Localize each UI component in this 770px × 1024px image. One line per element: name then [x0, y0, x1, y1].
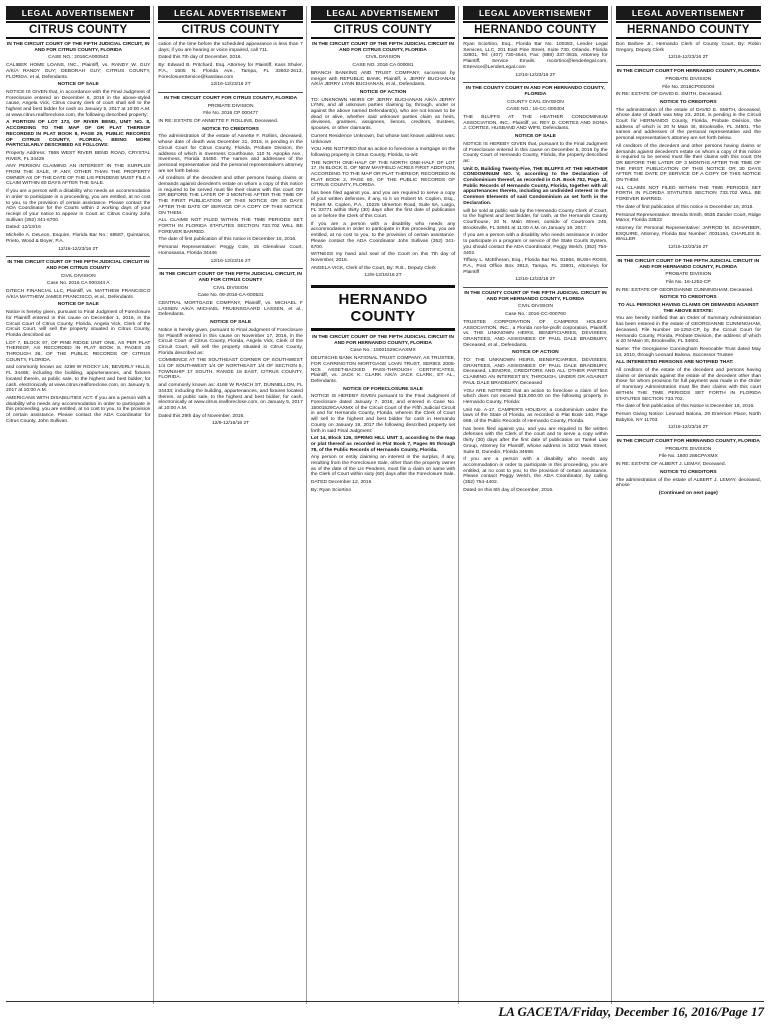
case-number: CASE NO. 2016 CA 000081 [352, 63, 414, 69]
notice-body: NOTICE IS GIVEN that, in accordance with the Final Judgment of Foreclosure entered on December 6, 2016 in the above-styled cause, Angela Vick, Citrus county clerk of court shall sell to the highest and best bidder for cash on January 5, 2017 at 10:00 A.M. at www.citrus.realforeclose.com, the following described property: [6, 89, 151, 118]
attorney-block: Michelle A. DeLeon, Esquire, Florida Bar No.: 68587, Quintairos, Prieto, Wood & Boyer, P.A. [6, 233, 151, 244]
legal-description: Unit No. A-17, CAMPER'S HOLIDAY, a condominium under the laws of the State of Florida, as recorded in Plat Book 140, Page 669, of the Public Records of Hernando County, Florida. [463, 407, 608, 425]
attorney-block: By: Edward B. Pritchard, Esq. Attorney for Plaintiff, Kass Shuler, P.A., 1505 N. Florida Ave., Tampa, FL 33602-2613, ForeclosureService@kasslaw.com [158, 63, 303, 80]
probate-notice [616, 259, 761, 431]
division: PROBATE DIVISION [665, 446, 712, 452]
notice-body: YOU ARE NOTIFIED that an action to foreclose a mortgage on the following property in Citrus County, Florida, to-wit: [310, 147, 456, 158]
ada-notice: If you are a person with a disability who needs an accommodation in order to participate in a proceeding, you are entitled, at no cost to you, to the provision of certain assistance. Please contact the ADA Coordinator for the Courts within 2 working days of your receipt of your notice to appear in Court at: Citrus County John Sullivan (352) 341-6700. [6, 189, 151, 223]
residence: Current Residence Unknown, but whose last known address was: Unknown [310, 133, 456, 145]
notice-title: NOTICE TO CREDITORS [202, 126, 259, 132]
notice-title: NOTICE TO CREDITORS [660, 295, 717, 301]
division: CIVIL DIVISION [213, 285, 249, 291]
divider [616, 65, 761, 66]
legal-description: Unit D, Building Twenty-Five, THE BLUFFS AT THE HEATHER CONDOMINIUM NO. V, according to the Declaration of Condominium thereof, as recorded in O.R. Book 752, Page 12, Public Records of Hernando County, Florida, together with all appurtenances thereto, including an undivided interest in the Common Elements of said Condominium as set forth in the Declaration. [463, 166, 608, 206]
division: PROBATE DIVISION [207, 103, 254, 109]
divider [463, 82, 607, 83]
estate: IN RE: ESTATE OF ALBERT J. LEMAY, Deceased. [615, 462, 726, 468]
ada-notice: If you are a person with a disability who needs any accommodation in order to participate in this proceeding, you are entitled, at no cost to you, to the provision of certain assistance. Please contact Peggy Welch, the ADA Coordinator, by calling (352) 754-4402. [463, 457, 608, 486]
court-heading: IN THE CIRCUIT COURT FOR HERNANDO COUNTY, FLORIDA [616, 439, 760, 445]
notice-title: NOTICE OF SALE [514, 134, 556, 140]
notice-body: The administration of the estate of DAVID E. SMITH, deceased, whose date of death was May 23, 2016, is pending in the Circuit Court for HERNANDO County, Florida, Probate Division, the address of which is 20 N Main St, Brooksville, FL 34601. The names and addresses of the personal representative and the personal representative's attorney are set forth below. [615, 107, 762, 142]
foreclosure-notice [158, 272, 302, 427]
divider [616, 255, 761, 256]
column-2 [158, 6, 306, 1004]
property-address: Property Address: 7868 WEST RIVER BEND ROAD, CRYSTAL RIVER, FL 34429 [6, 150, 151, 162]
notice-body: The administration of the estate of Annette F. Rollins, deceased, whose date of death was December 21, 2015, is pending in the Circuit Court for Citrus County, Florida, Probate Division, the address of which is Inverness Courthouse, 110 N. Apopka Ave., Inverness, Florida 34450. The names and addresses of the personal representative and the personal representative's attorney are set forth below. [158, 134, 303, 174]
personal-representative: Personal Representative: Brenda Smith, 6535 Zander Court, Ridge Manor, Florida 33523 [615, 212, 762, 224]
publication-dates: 12/16-12/23/16 2T [515, 277, 556, 283]
division: CIVIL DIVISION [60, 273, 96, 279]
parties: CALIBER HOME LOANS, INC., Plaintiff, vs. RANDY W. GUY A/K/A RANDY GUY; DEBORAH GUY; CITRUS COUNTY, FLORIDA, et al, Defendants. [6, 63, 151, 80]
page-footer [6, 1001, 764, 1022]
notified-clause: ALL INTERESTED PERSONS ARE NOTIFIED THAT: [615, 360, 734, 366]
person-giving-notice: Person Giving Notice: Leonard Balona, 29 Emerson Place, North Babylon, NY 11703 [615, 411, 762, 423]
case-number: Case No. 2016 CA 000344 A [46, 281, 110, 287]
notice-title: NOTICE OF ACTION [512, 350, 559, 356]
footer-text: LA GACETA/Friday, December 16, 2016/Page 17 [498, 1004, 764, 1019]
sale-details: will be sold at public sale by the Hernando County Clerk of Court, to the highest and best bidder, for cash, at the Hernando County Courthouse, 20 N. Main Street, outside of Courtroom 245, Brooksville, FL 34601 at 11:00 A.M. on January 19, 2017. [463, 208, 608, 231]
notice-title: NOTICE OF SALE [57, 302, 99, 308]
legal-description: THE NORTH ONE-HALF OF THE NORTH ONE-HALF OF LOT 17, IN BLOCK G, OF NEW MAYFIELD ACRES FIRST ADDITION, ACCORDING TO THE MAP OR PLAT THEREOF, RECORDED IN PLAT BOOK 2, PAGE 60, OF THE PUBLIC RECORDS OF CITRUS COUNTY, FLORIDA. [310, 160, 456, 189]
barred-clause: ALL CLAIMS NOT FILED WITHIN THE TIME PERIODS SET FORTH IN FLORIDA STATUTES SECTION 733.702 WILL BE FOREVER BARRED. [158, 218, 303, 235]
case-number: Case No. 09-2016-CA-000531 [197, 293, 264, 299]
division: COUNTY CIVIL DIVISION [507, 99, 564, 105]
notice-body: NOTICE IS HEREBY GIVEN pursuant to the Final Judgment of Foreclosure dated January 7, 2016, and entered in Case No. 15001529CAAXMX of the Circuit Court of the Fifth Judicial Circuit in and for Hernando County, Florida, wherein the Clerk of Court will sell to the highest and best bidder for cash in Hernando County on January 19, 2017 the following described property set forth in said Final Judgment: [310, 394, 456, 434]
file-number: File No. 2016CP001004 [662, 84, 715, 90]
legal-description: COMMENCE AT THE SOUTHEAST CORNER OF SOUTHWEST 1/4 OF SOUTHWEST 1/4 OF NORTHEAST 1/4 OF SECTION 5, TOWNSHIP 17 SOUTH, RANGE 18 EAST, CITRUS COUNTY, FLORIDA. [158, 358, 303, 381]
division: PROBATE DIVISION [665, 272, 712, 278]
claims-clause: All creditors of the decedent and other persons having claims or demands against decedent's estate on whom a copy of this notice is required to be served must file their claims with this court ON OR BEFORE THE LATER OF 3 MONTHS AFTER THE TIME OF THE FIRST PUBLICATION OF THIS NOTICE OR 30 DAYS AFTER THE DATE OF SERVICE OF A COPY OF THIS NOTICE ON THEM. [615, 143, 762, 184]
divider [158, 268, 302, 269]
signature: By: Ryan Sciortino [310, 487, 352, 493]
clerk-signature: ANGELA VICK, Clerk of the Court, By: R.B., Deputy Clerk [310, 265, 436, 271]
divider [463, 287, 607, 288]
division: CIVIL DIVISION [517, 304, 553, 310]
foreclosure-notice [311, 335, 455, 494]
publication-dates: 12/9-12/16/16 2T [211, 421, 250, 427]
sale-details: and commonly known as: 4299 W ROCKY LN, BEVERLY HILLS, FL 34465; including the building, appurtenances, and fixtures located therein, at public sale, to the highest and best bidder, for cash, electronically at www.citrus.realforeclose.com, on January 5, 2017 at 10:00 A.M. [6, 365, 151, 394]
file-number: File No. 1600 286CPAXMX [658, 454, 718, 460]
sale-details: and commonly known as: 4168 W RANCH ST, DUNNELLON, FL 34433; including the building, appurtenances, and fixtures located therein, at public sale, to the highest and best bidder, for cash, electronically at www.citrus.realforeclose.com, on January 5, 2017 at 10:00 A.M. [158, 383, 303, 411]
ada-notice: If you are a person with a disability who needs any accommodation in order to participate in this proceeding, you are entitled, at no cost to you, to the provision of certain assistance. Please contact the ADA Coordinator John Sullivan (352) 341-6700. [310, 221, 456, 250]
parties: DEUTSCHE BANK NATIONAL TRUST COMPANY, AS TRUSTEE, FOR CARRINGTON MORTGAGE LOAN TRUST, SERIES 2005-NC5 ASSET-BACKED PASS-THROUGH CERTIFICATES, Plaintiff, vs. JACK K. CLARK A/K/A JACK CLARK, ET AL., Defendants. [310, 356, 456, 384]
county-header: CITRUS COUNTY [311, 21, 455, 39]
notice-title: NOTICE OF SALE [57, 82, 99, 88]
barred-clause: ALL CLAIMS NOT FILED WITHIN THE TIME PERIODS SET FORTH IN FLORIDA STATUTES SECTION 733.702 WILL BE FOREVER BARRED. [615, 185, 762, 203]
notice-body: Notice is hereby given, pursuant to Final Judgment of Foreclosure for Plaintiff entered in this cause on November 17, 2016, in the Circuit Court of Citrus County, Florida, Angela Vick, Clerk of the Circuit Court, will sell the property situated in Citrus County, Florida described as: [158, 327, 303, 356]
filed-clause: has been filed against you, and you are required to serve a copy of your written defenses, if any, to it on Robert M. Coplen, Esq., Robert M. Coplen, P.A., 10225 Ulmerton Road, Suite 5A, Largo, FL 33771 within thirty (30) days after the first date of publication on or before the Clerk of this Court. [310, 191, 456, 219]
filed-clause: has been filed against you, and you are required to file written defenses with the Clerk of the court and to serve a copy within thirty (30) days after the first date of publication on Tankel Law Group, Attorney for Plaintiff, whose address is 1022 Main Street, Suite D, Dunedin, Florida 34698. [463, 426, 608, 455]
publication-dates: 12/16-12/23/16 2T [668, 425, 709, 431]
court-heading: IN THE CIRCUIT COURT OF THE FIFTH JUDICIAL CIRCUIT, IN AND FOR CITRUS COUNTY, FLORIDA [6, 42, 150, 53]
court-heading: IN THE CIRCUIT COURT FOR HERNANDO COUNTY, FLORIDA [616, 69, 760, 75]
publication-dates: 12/16-12/23/16 2T [668, 55, 709, 61]
publication-dates: 12/16-12/23/16 2T [210, 82, 251, 88]
notice-title: NOTICE OF FORECLOSURE SALE [343, 386, 423, 392]
legal-description: A PORTION OF LOT 173, OF RIVER BEND, UNIT NO. 8, ACCORDING TO THE MAP OF OR PLAT THEREOF RECORDED IN PLAT BOOK 8, PAGE 29, PUBLIC RECORDS OF CITRUS COUNTY, FLORIDA, BEING MORE PARTICULARLY DESCRIBED AS FOLLOWS: [6, 120, 151, 149]
legal-advertisement-header: LEGAL ADVERTISEMENT [158, 6, 302, 20]
notice-continuation [158, 42, 302, 88]
legal-description: LOT 7, BLOCK 97, OF PINE RIDGE UNIT ONE, AS PER PLAT THEREOF, AS RECORDED IN PLAT BOOK 8, PAGES 25 THROUGH 36, OF THE PUBLIC RECORDS OF CITRUS COUNTY, FLORIDA. [6, 340, 151, 363]
attorney-block: Tiffany L. McElheran, Esq., Florida Bar No. 91864, BUSH ROSS, P.A., Post Office Box 3913, Tampa, FL 33601, Attorneys for Plaintiff [463, 258, 608, 275]
notice-title: NOTICE TO CREDITORS [660, 469, 717, 475]
notice-subtitle: TO ALL PERSONS HAVING CLAIMS OR DEMANDS AGAINST THE ABOVE ESTATE: [617, 303, 759, 314]
divider [6, 256, 150, 257]
dated: DATED December 12, 2016 [310, 480, 372, 486]
surplus-clause: ANY PERSON CLAIMING AN INTEREST IN THE SURPLUS FROM THE SALE, IF ANY, OTHER THAN THE PROPERTY OWNER AS OF THE DATE OF THE LIS PENDENS MUST FILE A CLAIM WITHIN 60 DAYS AFTER THE SALE. [6, 164, 151, 187]
trustee-name: Name: The Georgianne Cunningham Revocable Trust dated May 14, 2010, through Leonard Balona, Successor Trustee [615, 346, 762, 358]
county-header: HERNANDO COUNTY [463, 21, 607, 39]
probate-notice [616, 439, 761, 497]
notice-title: NOTICE OF ACTION [359, 89, 407, 95]
addressee: TO: UNKNOWN HEIRS OF JERRY BUCHANAN A/K/A JERRY LYNN, and all unknown parties claiming by, through, under or against the above named Defendant(s), who are not known to be dead or alive, whether said unknown parties claim as heirs, devisees, grantees, assignees, lienors, creditors, trustees, spouses, or other claimants. [310, 97, 456, 132]
foreclosure-notice [6, 260, 150, 424]
case-number: CASE NO.: 2016CA000543 [48, 55, 109, 61]
county-header: CITRUS COUNTY [6, 21, 150, 39]
column-1 [6, 6, 154, 1004]
legal-advertisement-header: LEGAL ADVERTISEMENT [463, 6, 607, 20]
parties: DITECH FINANCIAL LLC, Plaintiff, vs. MATTHEW FRANCISCO A/K/A MATTHEW JAMES FRANCISCO, et al., Defendants. [6, 289, 151, 300]
continued-text: cation of the time before the scheduled appearance is less than 7 days; if you are hearing or voice impaired, call 711. [158, 42, 303, 53]
county-section-header: HERNANDO COUNTY [311, 285, 455, 331]
witness: WITNESS my hand and seal of the Court on this 7th day of November, 2016. [310, 252, 456, 263]
addressee: TO: THE UNKNOWN HEIRS, BENEFICIARIES, DEVISEES, GRANTEES, AND ASSIGNEES OF PAUL DALE BRADBURY, Deceased, LIENORS, CREDITORS AND ALL OTHER PARTIES CLAIMING AN INTEREST BY, THROUGH, UNDER OR AGAINST PAUL DALE BRADBURY, Deceased [463, 358, 608, 386]
court-heading: IN THE COUNTY COURT IN AND FOR HERNANDO COUNTY, FLORIDA [466, 86, 605, 97]
estate: IN RE: ESTATE OF GEORGIANNE CUNNINGHAM, Deceased. [615, 287, 754, 293]
case-number: Case No.: 2016-CC-000760 [505, 312, 566, 318]
estate: IN RE: ESTATE OF DAVID E. SMITH, Deceased. [615, 92, 723, 98]
file-number: File No. 16-1252-CP [666, 279, 711, 285]
division: PROBATE DIVISION [665, 76, 712, 82]
court-heading: IN THE CIRCUIT COURT OF THE FIFTH JUDICIAL CIRCUIT IN AND FOR CITRUS COUNTY [7, 260, 150, 271]
dated: Dated this 29th day of November, 2016. [158, 413, 245, 419]
parties: BRANCH BANKING AND TRUST COMPANY, successor by merger with REPUBLIC BANK, Plaintiff, v. JERRY BUCHANAN A/K/A JERRY LYNN BUCHANAN, et al., Defendants. [310, 70, 456, 88]
publication-dates: 12/16-12/23/16 2T [210, 258, 251, 264]
notice-continuation [616, 42, 761, 61]
notice-body: NOTICE IS HEREBY GIVEN that, pursuant to the Final Judgment of Foreclosure entered in this cause on December 5, 2016 by the County Court of Hernando County, Florida, the property described as: [463, 141, 608, 164]
column-4 [463, 6, 611, 1004]
dated: Dated: 12/13/16 [6, 225, 41, 231]
column-5 [616, 6, 764, 1004]
file-number: File No. 2016 CP 000477 [203, 111, 259, 117]
attorney-block: Ryan Sciortino, Esq., Florida Bar No. 100383, Lender Legal Services, LLC, 201 East Pine Street, Suite 730, Orlando, Florida 32801, Tel: (407) 730-4644, Fax: (888) 337-3815, Attorney for Plaintiff, Service Emails: rsciortino@lenderlegal.com, EService@LenderLegal.com [463, 42, 608, 70]
foreclosure-notice [6, 42, 150, 252]
parties: CENTRAL MORTGAGE COMPANY, Plaintiff, vs. MICHAEL F LASSEN A/K/A MICHAEL FRUENSGAARD LASSEN, et al., Defendants. [158, 301, 303, 318]
case-number: CASE NO.: 16-CC-000304 [506, 107, 565, 113]
legal-advertisement-header: LEGAL ADVERTISEMENT [616, 6, 761, 20]
case-number: Case No.: 15001529CAAXMX [350, 348, 416, 354]
action-notice [463, 291, 607, 494]
notice-body: You are hereby notified that an Order of Summary Administration has been entered in the estate of GEORGIANNE CUNNINGHAM, deceased, File Number 16-1252-CP, by the Circuit Court for Hernando County, Florida, Probate Division, the address of which is 20 N Main St, Brooksville, FL 34601. [615, 316, 762, 345]
claims-clause: All creditors of the decedent and other persons having claims or demands against decedent's estate on whom a copy of this notice is required to be served must file their claims with this court ON OR BEFORE THE LATER OF 3 MONTHS AFTER THE TIME OF THE FIRST PUBLICATION OF THIS NOTICE OR 30 DAYS AFTER THE DATE OF SERVICE OF A COPY OF THIS NOTICE ON THEM. [158, 176, 303, 216]
surplus-clause: Any person or entity claiming an interest in the surplus, if any, resulting from the Foreclosure Sale, other than the property owner as of the date of the Lis Pendens, must file a claim on same with the Clerk of Court within sixty (60) days after the Foreclosure Sale. [310, 455, 456, 478]
court-heading: IN THE CIRCUIT COURT OF THE FIFTH JUDICIAL CIRCUIT, IN AND FOR CITRUS COUNTY [159, 272, 302, 283]
legal-description: Lot 14, Block 126, SPRING HILL UNIT 3, according to the map or plat thereof as recorded in Plat Book 7, Pages 65 through 78, of the Public Records of Hernando County, Florida. [310, 436, 456, 453]
parties: THE BLUFFS AT THE HEATHER CONDOMINIUM ASSOCIATION, INC., Plaintiff, vs. REY D. CORTES AND SONIA J. CORTES, HUSBAND AND WIFE, Defendants. [463, 115, 608, 132]
county-header: CITRUS COUNTY [158, 21, 302, 39]
probate-notice [158, 96, 302, 264]
sale-notice [463, 86, 607, 283]
clerk-signature: Don Barbee Jr., Hernando Clerk of County Court, By: Robin Gregory, Deputy Clerk [615, 42, 762, 53]
publication-dates: 12/16-12/23/16 2T [515, 72, 556, 78]
court-heading: IN THE CIRCUIT COURT OF THE FIFTH JUDICIAL CIRCUIT IN AND FOR HERNANDO COUNTY, FLORIDA [312, 335, 454, 346]
divider [616, 435, 761, 436]
probate-notice [616, 69, 761, 251]
court-heading: IN THE COUNTY COURT OF THE FIFTH JUDICIAL CIRCUIT IN AND FOR HERNANDO COUNTY, FLORIDA [464, 291, 607, 302]
court-heading: IN THE CIRCUIT COURT OF THE FIFTH JUDICIAL CIRCUIT IN AND FOR CITRUS COUNTY, FLORIDA [312, 42, 454, 53]
legal-advertisement-header: LEGAL ADVERTISEMENT [6, 6, 150, 20]
notice-title: NOTICE TO CREDITORS [660, 99, 717, 105]
claims-clause: All creditors of the estate of the decedent and persons having claims or demands against the estate of the decedent other than those for whom provision for full payment was made in the Order of Summary Administration must file their claims with this court WITHIN THE TIME PERIODS SET FORTH IN FLORIDA STATUTES SECTION 733.702. [615, 368, 762, 402]
personal-representative: Personal Representative: Peggy Cole, 15 Glenolinar Court, Homosassa, Florida 34446 [158, 245, 303, 256]
publication-dates: 12/16-12/23/16 2T [58, 246, 99, 252]
ada-notice: If you are a person with a disability who needs assistance in order to participate in a program or service of the State Courts System, you should contact the ADA Coordinator, Peggy Welch, (352) 754-4402. [463, 233, 608, 256]
notice-body: YOU ARE NOTIFIED that an action to foreclose a claim of lien which does not exceed $15,000.00 on the following property in Hernando County, Florida: [463, 388, 608, 405]
court-heading: IN THE CIRCUIT COURT FOR CITRUS COUNTY, FLORIDA [164, 95, 298, 101]
first-publication-date: The date of first publication of this notice is December 16, 2016. [158, 237, 297, 243]
notice-body: Notice is hereby given, pursuant to Final Judgment of Foreclosure for Plaintiff entered in this cause on December 1, 2016, in the Circuit Court of Citrus County, Florida, Angela Vick, Clerk of the Circuit Court, will sell the property situated in Citrus County, Florida described as: [6, 310, 151, 338]
divider [158, 92, 302, 93]
parties: TRUSTEE CORPORATION OF CAMPERS HOLIDAY ASSOCIATION, INC., a Florida not-for-profit corporation, Plaintiff, vs. THE UNKNOWN HEIRS, BENEFICIARIES, DEVISEES, GRANTEES, AND ASSIGNEES OF PAUL DALE BRADBURY, Deceased, et al., Defendants. [463, 319, 608, 348]
first-publication-date: The date of first publication of this notice is December 16, 2016. [615, 204, 754, 210]
first-publication-date: The date of first publication of this Notice is December 16, 2016. [615, 404, 755, 410]
division: CIVIL DIVISION [365, 55, 401, 61]
legal-advertisement-header: LEGAL ADVERTISEMENT [311, 6, 455, 20]
estate: IN RE: ESTATE OF ANNETTE F. ROLLINS, Deceased. [158, 119, 279, 125]
county-header: HERNANDO COUNTY [616, 21, 761, 39]
notice-continuation [463, 42, 607, 78]
attorney-block: Attorney for Personal Representative: JARROD M. SCHARBER, ESQUIRE, Attorney, Florida Bar Number: 0031164, CHARLES B. WALLER [615, 225, 762, 243]
publication-dates: 12/9-12/16/16 2T [364, 273, 402, 279]
action-notice [311, 42, 455, 279]
publication-dates: 12/16-12/23/16 2T [668, 245, 709, 251]
columns [6, 6, 764, 1004]
court-heading: IN THE CIRCUIT COURT OF THE FIFTH JUDICIAL CIRCUIT IN AND FOR HERNANDO COUNTY, FLORIDA [617, 258, 760, 270]
notice-body: The administration of the estate of ALBERT J. LEMAY, deceased, whose [615, 477, 762, 489]
dated: Dated this 7th day of December, 2016. [158, 55, 242, 61]
dated: Dated on this 6th day of December, 2016. [463, 487, 554, 493]
notice-title: NOTICE OF SALE [210, 320, 252, 326]
continued-marker: (Continued on next page) [658, 491, 718, 496]
column-3 [311, 6, 459, 1004]
ada-notice: AMERICANS WITH DISABILITIES ACT. If you are a person with a disability who needs any accommodation in order to participate in this proceeding, you are entitled, at no cost to you, to the provision of certain assistance. Please contact the ADA Coordinator for Citrus County, John Sullivan. [6, 395, 151, 424]
